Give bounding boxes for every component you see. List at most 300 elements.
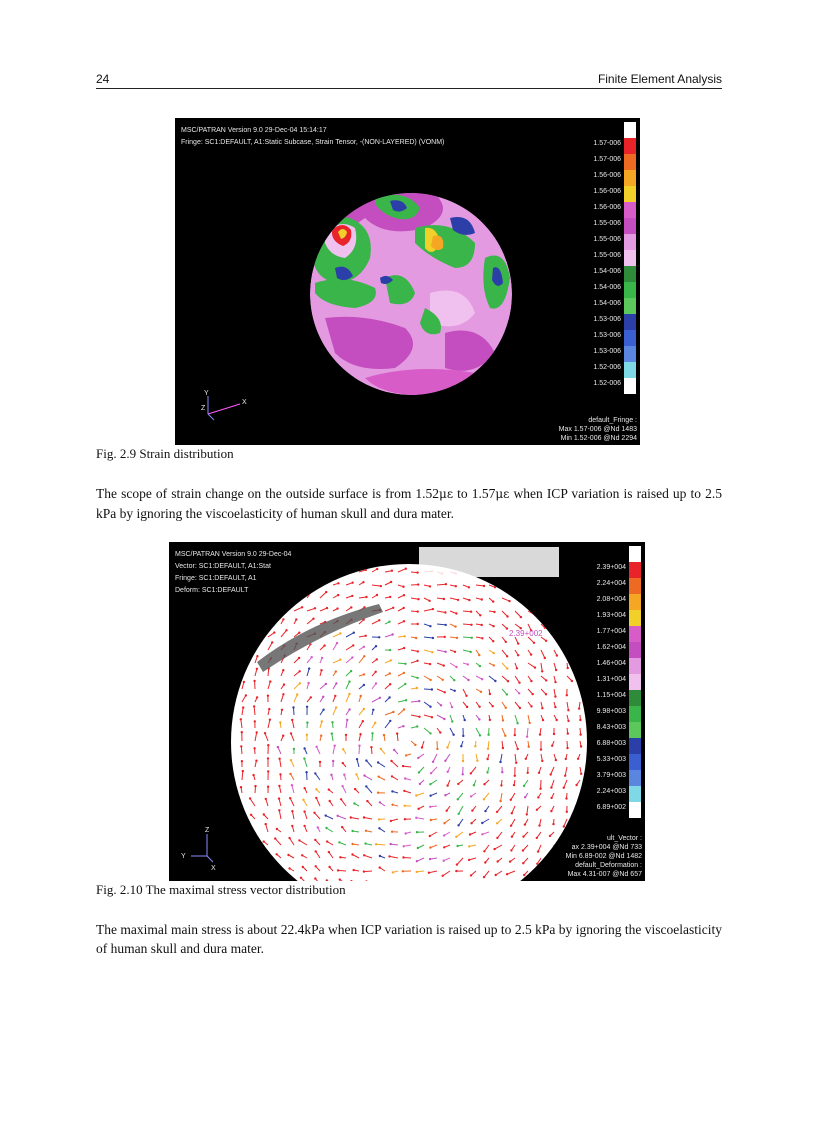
stress-vector-arrowhead (465, 695, 467, 697)
stress-vector-arrowhead (405, 699, 407, 701)
stress-vector-arrowhead (298, 657, 300, 659)
legend-label: 1.54-006 (593, 300, 621, 307)
stress-vector-arrowhead (492, 640, 494, 642)
stress-vector-arrowhead (431, 716, 433, 718)
stress-vector-arrowhead (553, 733, 555, 735)
legend-swatch (629, 626, 641, 642)
stress-vector-arrowhead (415, 637, 417, 639)
legend-swatch (629, 674, 641, 690)
stress-vector-arrowhead (428, 872, 430, 874)
stress-vector-arrowhead (314, 839, 316, 841)
legend-swatch (629, 754, 641, 770)
strain-fringe-legend (570, 122, 636, 402)
stress-vector-arrowhead (321, 657, 323, 659)
stress-vector-arrowhead (511, 836, 513, 838)
stress-vector-arrowhead (552, 823, 554, 825)
stress-vector-arrowhead (273, 631, 275, 633)
stress-vector-arrowhead (468, 845, 470, 847)
stress-vector-arrowhead (516, 667, 518, 669)
stress-vector-arrowhead (451, 720, 453, 722)
stress-vector-arrowhead (363, 870, 365, 872)
legend-swatch (624, 266, 636, 282)
stress-vector-arrowhead (493, 611, 495, 613)
stress-vector-arrowhead (530, 653, 532, 655)
stress-vector-arrowhead (314, 607, 316, 609)
stress-vector-arrowhead (445, 583, 447, 585)
stress-vector-arrowhead (363, 646, 365, 648)
stress-vector-arrowhead (403, 647, 405, 649)
stress-vector-arrowhead (447, 771, 449, 773)
fringe-summary-line: Min 1.52-006 @Nd 2294 (560, 435, 637, 442)
stress-vector-arrowhead (479, 665, 481, 667)
stress-vector-arrowhead (337, 582, 339, 584)
stress-vector-arrowhead (330, 774, 332, 776)
stress-vector-arrowhead (476, 760, 478, 762)
stress-vector-arrowhead (455, 836, 457, 838)
stress-vector-arrowhead (328, 851, 330, 853)
paragraph-text: The scope of strain change on the outside surface is from 1.52 (96, 486, 440, 501)
stress-vector-arrowhead (555, 759, 557, 761)
stress-vector-arrowhead (445, 624, 447, 626)
stress-vector-arrowhead (279, 721, 281, 723)
stress-vector-arrowhead (331, 732, 333, 734)
stress-vector-arrowhead (359, 733, 361, 735)
stress-vector-arrowhead (348, 693, 350, 695)
stress-vector-arrowhead (321, 720, 323, 722)
legend-swatch (629, 770, 641, 786)
stress-vector-arrowhead (328, 866, 330, 868)
stress-vector-arrowhead (402, 765, 404, 767)
stress-vector-arrowhead (563, 825, 565, 827)
stress-vector-arrowhead (269, 719, 271, 721)
figure-caption: Fig. 2.10 The maximal stress vector distribution (96, 882, 346, 897)
stress-vector-arrowhead (301, 854, 303, 856)
stress-vector-arrowhead (550, 810, 552, 812)
stress-vector-arrowhead (470, 651, 472, 653)
stress-vector-arrowhead (328, 788, 330, 790)
stress-vector-arrowhead (329, 800, 331, 802)
stress-vector-arrowhead (494, 586, 496, 588)
stress-vector-arrowhead (431, 651, 433, 653)
stress-vector-arrowhead (274, 837, 276, 839)
stress-vector-arrowhead (363, 854, 365, 856)
stress-vector-arrowhead (391, 633, 393, 635)
legend-label: 1.54-006 (593, 268, 621, 275)
stress-vector-arrowhead (534, 666, 536, 668)
stress-vector-arrowhead (289, 797, 291, 799)
stress-vector-arrowhead (416, 831, 418, 833)
stress-vector-arrowhead (467, 679, 469, 681)
stress-vector-arrowhead (446, 746, 448, 748)
stress-vector-arrowhead (290, 732, 292, 734)
stress-vector-arrowhead (565, 797, 567, 799)
stress-vector-arrowhead (483, 876, 485, 878)
stress-vector-arrowhead (479, 614, 481, 616)
stress-vector-arrowhead (331, 721, 333, 723)
stress-vector-arrowhead (322, 709, 324, 711)
stress-vector-arrowhead (510, 825, 512, 827)
stress-vector-arrowhead (462, 760, 464, 762)
stress-vector-arrowhead (496, 822, 498, 824)
stress-vector-arrowhead (556, 719, 558, 721)
stress-vector-arrowhead (288, 867, 290, 869)
legend-swatch (624, 298, 636, 314)
legend-swatch (624, 186, 636, 202)
stress-vector-arrowhead (416, 725, 418, 727)
stress-vector-arrowhead (308, 667, 310, 669)
stress-vector-arrowhead (288, 837, 290, 839)
figure-header-line: Fringe: SC1:DEFAULT, A1:Static Subcase, Strain Tensor, -(NON-LAYERED) (VONM) (181, 139, 445, 146)
figure-header-line: Fringe: SC1:DEFAULT, A1 (175, 575, 257, 582)
strain-unit: με (439, 487, 454, 501)
stress-vector-arrowhead (481, 833, 483, 835)
stress-vector-arrowhead (470, 822, 472, 824)
stress-vector-arrowhead (348, 708, 350, 710)
stress-vector-arrowhead (310, 696, 312, 698)
stress-vector-arrowhead (404, 683, 406, 685)
stress-vector-arrowhead (506, 627, 508, 629)
stress-vector-arrowhead (443, 718, 445, 720)
legend-label: 1.93+004 (596, 612, 626, 619)
stress-vector-arrowhead (363, 708, 365, 710)
stress-vector-arrowhead (493, 848, 495, 850)
stress-vector-arrowhead (517, 654, 519, 656)
stress-vector-arrowhead (429, 795, 431, 797)
stress-vector-arrowhead (443, 860, 445, 862)
stress-vector-arrowhead (335, 706, 337, 708)
stress-vector-arrowhead (446, 810, 448, 812)
stress-vector-arrowhead (523, 785, 525, 787)
stress-vector-arrowhead (457, 599, 459, 601)
stress-vector-arrowhead (241, 760, 243, 762)
stress-vector-arrowhead (554, 681, 556, 683)
stress-vector-arrowhead (302, 866, 304, 868)
stress-vector-arrowhead (414, 744, 416, 746)
stress-vector-arrowhead (510, 799, 512, 801)
stress-vector-arrowhead (444, 636, 446, 638)
stress-vector-arrowhead (282, 618, 284, 620)
stress-vector-arrowhead (391, 775, 393, 777)
stress-vector-arrowhead (544, 627, 546, 629)
stress-vector-arrowhead (452, 734, 454, 736)
stress-vector-arrowhead (492, 600, 494, 602)
stress-vector-arrowhead (429, 732, 431, 734)
stress-vector-arrowhead (265, 798, 267, 800)
stress-vector-arrowhead (282, 735, 284, 737)
stress-vector-arrowhead (522, 835, 524, 837)
legend-swatch (624, 346, 636, 362)
figure-caption: Fig. 2.9 Strain distribution (96, 446, 234, 461)
stress-vector-arrowhead (366, 800, 368, 802)
stress-vector-arrowhead (392, 711, 394, 713)
stress-vector-arrowhead (365, 759, 367, 761)
stress-vector-arrowhead (538, 772, 540, 774)
stress-vector-arrowhead (431, 688, 433, 690)
stress-vector-arrowhead (542, 719, 544, 721)
stress-vector-arrowhead (323, 644, 325, 646)
stress-vector-arrowhead (500, 784, 502, 786)
stress-vector-arrowhead (320, 735, 322, 737)
legend-label: 1.53-006 (593, 316, 621, 323)
stress-vector-arrowhead (451, 706, 453, 708)
legend-label: 1.31+004 (596, 676, 626, 683)
stress-vector-arrowhead (446, 784, 448, 786)
stress-vector-arrowhead (470, 874, 472, 876)
paragraph-text: when ICP variation is raised up to 2.5 kPa by ignoring the viscoelasticity of human skull and dura mater. (96, 486, 722, 521)
stress-vector-arrowhead (403, 594, 405, 596)
stress-vector-arrowhead (319, 761, 321, 763)
legend-label: 1.57-006 (593, 140, 621, 147)
legend-label: 1.57-006 (593, 156, 621, 163)
stress-vector-arrowhead (276, 853, 278, 855)
stress-vector-arrowhead (456, 637, 458, 639)
stress-vector-arrowhead (429, 806, 431, 808)
stress-vector-arrowhead (416, 860, 418, 862)
stress-vector-arrowhead (300, 877, 302, 879)
stress-vector-arrowhead (550, 786, 552, 788)
stress-vector-arrowhead (326, 840, 328, 842)
stress-vector-arrowhead (350, 670, 352, 672)
stress-vector-arrowhead (336, 642, 338, 644)
legend-label: 1.56-006 (593, 172, 621, 179)
stress-vector-arrowhead (291, 784, 293, 786)
stress-vector-arrowhead (539, 733, 541, 735)
stress-vector-arrowhead (353, 802, 355, 804)
stress-vector-arrowhead (374, 722, 376, 724)
stress-vector-arrowhead (499, 761, 501, 763)
vector-summary-line: default_Deformation : (575, 862, 642, 869)
stress-vector-arrowhead (404, 663, 406, 665)
stress-vector-arrowhead (392, 607, 394, 609)
legend-swatch (624, 122, 636, 138)
stress-vector-arrowhead (268, 708, 270, 710)
stress-vector-arrowhead (556, 654, 558, 656)
stress-vector-arrowhead (283, 683, 285, 685)
stress-vector-arrowhead (263, 840, 265, 842)
stress-vector-arrowhead (417, 650, 419, 652)
stress-vector-arrowhead (403, 672, 405, 674)
stress-vector-arrowhead (293, 748, 295, 750)
legend-swatch (624, 250, 636, 266)
vector-summary-line: ax 2.39+004 @Nd 733 (571, 844, 642, 851)
legend-label: 6.89+002 (596, 804, 626, 811)
legend-label: 1.62+004 (596, 644, 626, 651)
stress-vector-arrowhead (337, 815, 339, 817)
stress-vector-arrowhead (534, 614, 536, 616)
stress-vector-arrowhead (303, 810, 305, 812)
stress-vector-arrowhead (487, 748, 489, 750)
stress-vector-arrowhead (443, 664, 445, 666)
stress-vector-arrowhead (351, 595, 353, 597)
stress-vector-arrowhead (298, 839, 300, 841)
stress-vector-arrowhead (375, 843, 377, 845)
stress-vector-arrowhead (520, 616, 522, 618)
legend-label: 8.43+003 (596, 724, 626, 731)
stress-vector-arrowhead (496, 837, 498, 839)
stress-vector-arrowhead (263, 813, 265, 815)
stress-vector-arrowhead (429, 679, 431, 681)
stress-vector-arrowhead (267, 770, 269, 772)
stress-vector-arrowhead (306, 734, 308, 736)
stress-vector-arrowhead (335, 670, 337, 672)
stress-vector-arrowhead (455, 666, 457, 668)
stress-vector-arrowhead (299, 682, 301, 684)
stress-vector-arrowhead (365, 596, 367, 598)
stress-vector-arrowhead (526, 813, 528, 815)
stress-vector-arrowhead (421, 746, 423, 748)
stress-vector-arrowhead (470, 795, 472, 797)
stress-vector-arrowhead (518, 692, 520, 694)
stress-vector-arrowhead (339, 856, 341, 858)
stress-vector-arrowhead (253, 747, 255, 749)
stress-vector-arrowhead (388, 621, 390, 623)
stress-vector-arrowhead (345, 734, 347, 736)
stress-vector-arrowhead (370, 746, 372, 748)
stress-vector-arrowhead (240, 786, 242, 788)
stress-vector-arrowhead (510, 849, 512, 851)
stress-vector-arrowhead (478, 654, 480, 656)
legend-swatch (624, 330, 636, 346)
stress-vector-arrowhead (278, 758, 280, 760)
stress-vector-arrowhead (563, 787, 565, 789)
stress-vector-arrowhead (464, 719, 466, 721)
stress-vector-arrowhead (402, 586, 404, 588)
stress-vector-arrowhead (468, 586, 470, 588)
stress-vector-arrowhead (354, 788, 356, 790)
legend-label: 1.46+004 (596, 660, 626, 667)
strain-distribution-figure (175, 118, 640, 445)
stress-vector-arrowhead (418, 771, 420, 773)
stress-vector-arrowhead (383, 734, 385, 736)
figure-header-line: Deform: SC1:DEFAULT (175, 587, 249, 594)
stress-vector-arrowhead (492, 625, 494, 627)
stress-vector-arrowhead (379, 697, 381, 699)
legend-label: 2.39+004 (596, 564, 626, 571)
stress-vector-arrowhead (351, 656, 353, 658)
stress-vector-arrowhead (389, 596, 391, 598)
stress-vector-arrowhead (242, 706, 244, 708)
stress-vector-arrowhead (509, 860, 511, 862)
stress-vector-arrowhead (256, 668, 258, 670)
stress-vector-arrowhead (334, 695, 336, 697)
vector-summary-line: Min 6.89-002 @Nd 1482 (565, 853, 642, 860)
legend-swatch (624, 218, 636, 234)
stress-vector-arrowhead (402, 870, 404, 872)
stress-vector-arrowhead (430, 819, 432, 821)
stress-vector-arrowhead (453, 679, 455, 681)
stress-vector-arrowhead (267, 695, 269, 697)
stress-vector-arrowhead (254, 785, 256, 787)
stress-vector-arrowhead (444, 611, 446, 613)
stress-vector-arrowhead (518, 682, 520, 684)
legend-swatch (629, 562, 641, 578)
legend-label: 1.15+004 (596, 692, 626, 699)
stress-vector-arrowhead (468, 859, 470, 861)
stress-vector-arrowhead (416, 687, 418, 689)
stress-vector-arrowhead (533, 642, 535, 644)
stress-vector-arrowhead (530, 680, 532, 682)
stress-vector-arrowhead (351, 853, 353, 855)
stress-vector-arrowhead (529, 722, 531, 724)
stress-vector-arrowhead (253, 680, 255, 682)
stress-vector-arrowhead (505, 641, 507, 643)
stress-vector-arrowhead (430, 772, 432, 774)
stress-vector-arrowhead (519, 707, 521, 709)
stress-vector-arrowhead (439, 731, 441, 733)
legend-swatch (629, 706, 641, 722)
fringe-summary-line: Max 1.57-006 @Nd 1483 (558, 426, 637, 433)
stress-vector-arrowhead (337, 869, 339, 871)
stress-vector-arrowhead (480, 691, 482, 693)
stress-vector-arrowhead (506, 693, 508, 695)
stress-vector-arrowhead (514, 734, 516, 736)
stress-vector-arrowhead (495, 874, 497, 876)
stress-vector-arrowhead (555, 669, 557, 671)
stress-vector-arrowhead (403, 845, 405, 847)
stress-vector-arrowhead (291, 825, 293, 827)
legend-swatch (629, 786, 641, 802)
stress-vector-arrowhead (267, 786, 269, 788)
stress-fringe-legend (569, 546, 641, 826)
stress-vector-arrowhead (537, 796, 539, 798)
stress-vector-arrowhead (444, 651, 446, 653)
legend-label: 2.24+003 (596, 788, 626, 795)
stress-vector-arrowhead (416, 660, 418, 662)
stress-vector-arrowhead (337, 594, 339, 596)
stress-vector-arrowhead (378, 619, 380, 621)
stress-vector-arrowhead (494, 680, 496, 682)
stress-vector-arrowhead (255, 760, 257, 762)
stress-vector-arrowhead (462, 773, 464, 775)
stress-vector-arrowhead (554, 695, 556, 697)
stress-vector-arrowhead (380, 748, 382, 750)
strain-unit: με (495, 487, 510, 501)
stress-vector-arrowhead (364, 842, 366, 844)
stress-vector-arrowhead (325, 827, 327, 829)
stress-vector-arrowhead (250, 814, 252, 816)
stress-vector-arrowhead (363, 774, 365, 776)
legend-swatch (629, 690, 641, 706)
stress-vector-arrowhead (536, 809, 538, 811)
stress-vector-arrowhead (478, 718, 480, 720)
stress-vector-arrowhead (303, 747, 305, 749)
legend-label: 1.55-006 (593, 220, 621, 227)
stress-vector-arrowhead (456, 845, 458, 847)
stress-vector-arrowhead (388, 696, 390, 698)
stress-vector-arrowhead (278, 785, 280, 787)
legend-swatch (624, 362, 636, 378)
stress-vector-arrowhead (340, 798, 342, 800)
stress-vector-arrowhead (402, 856, 404, 858)
stress-vector-arrowhead (417, 610, 419, 612)
stress-vector-arrowhead (376, 594, 378, 596)
stress-vector-arrowhead (404, 818, 406, 820)
stress-vector-arrowhead (339, 659, 341, 661)
stress-vector-arrowhead (256, 731, 258, 733)
stress-vector-arrowhead (363, 816, 365, 818)
stress-vector-arrowhead (486, 758, 488, 760)
stress-vector-arrowhead (256, 655, 258, 657)
stress-vector-arrowhead (525, 758, 527, 760)
stress-vector-arrowhead (457, 798, 459, 800)
stress-vector-arrowhead (267, 757, 269, 759)
stress-vector-arrowhead (415, 817, 417, 819)
stress-vector-arrowhead (313, 812, 315, 814)
figure-header-line: MSC/PATRAN Version 9.0 29-Dec-04 (175, 551, 292, 558)
legend-swatch (624, 170, 636, 186)
stress-vector-arrowhead (541, 670, 543, 672)
stress-vector-arrowhead (306, 706, 308, 708)
